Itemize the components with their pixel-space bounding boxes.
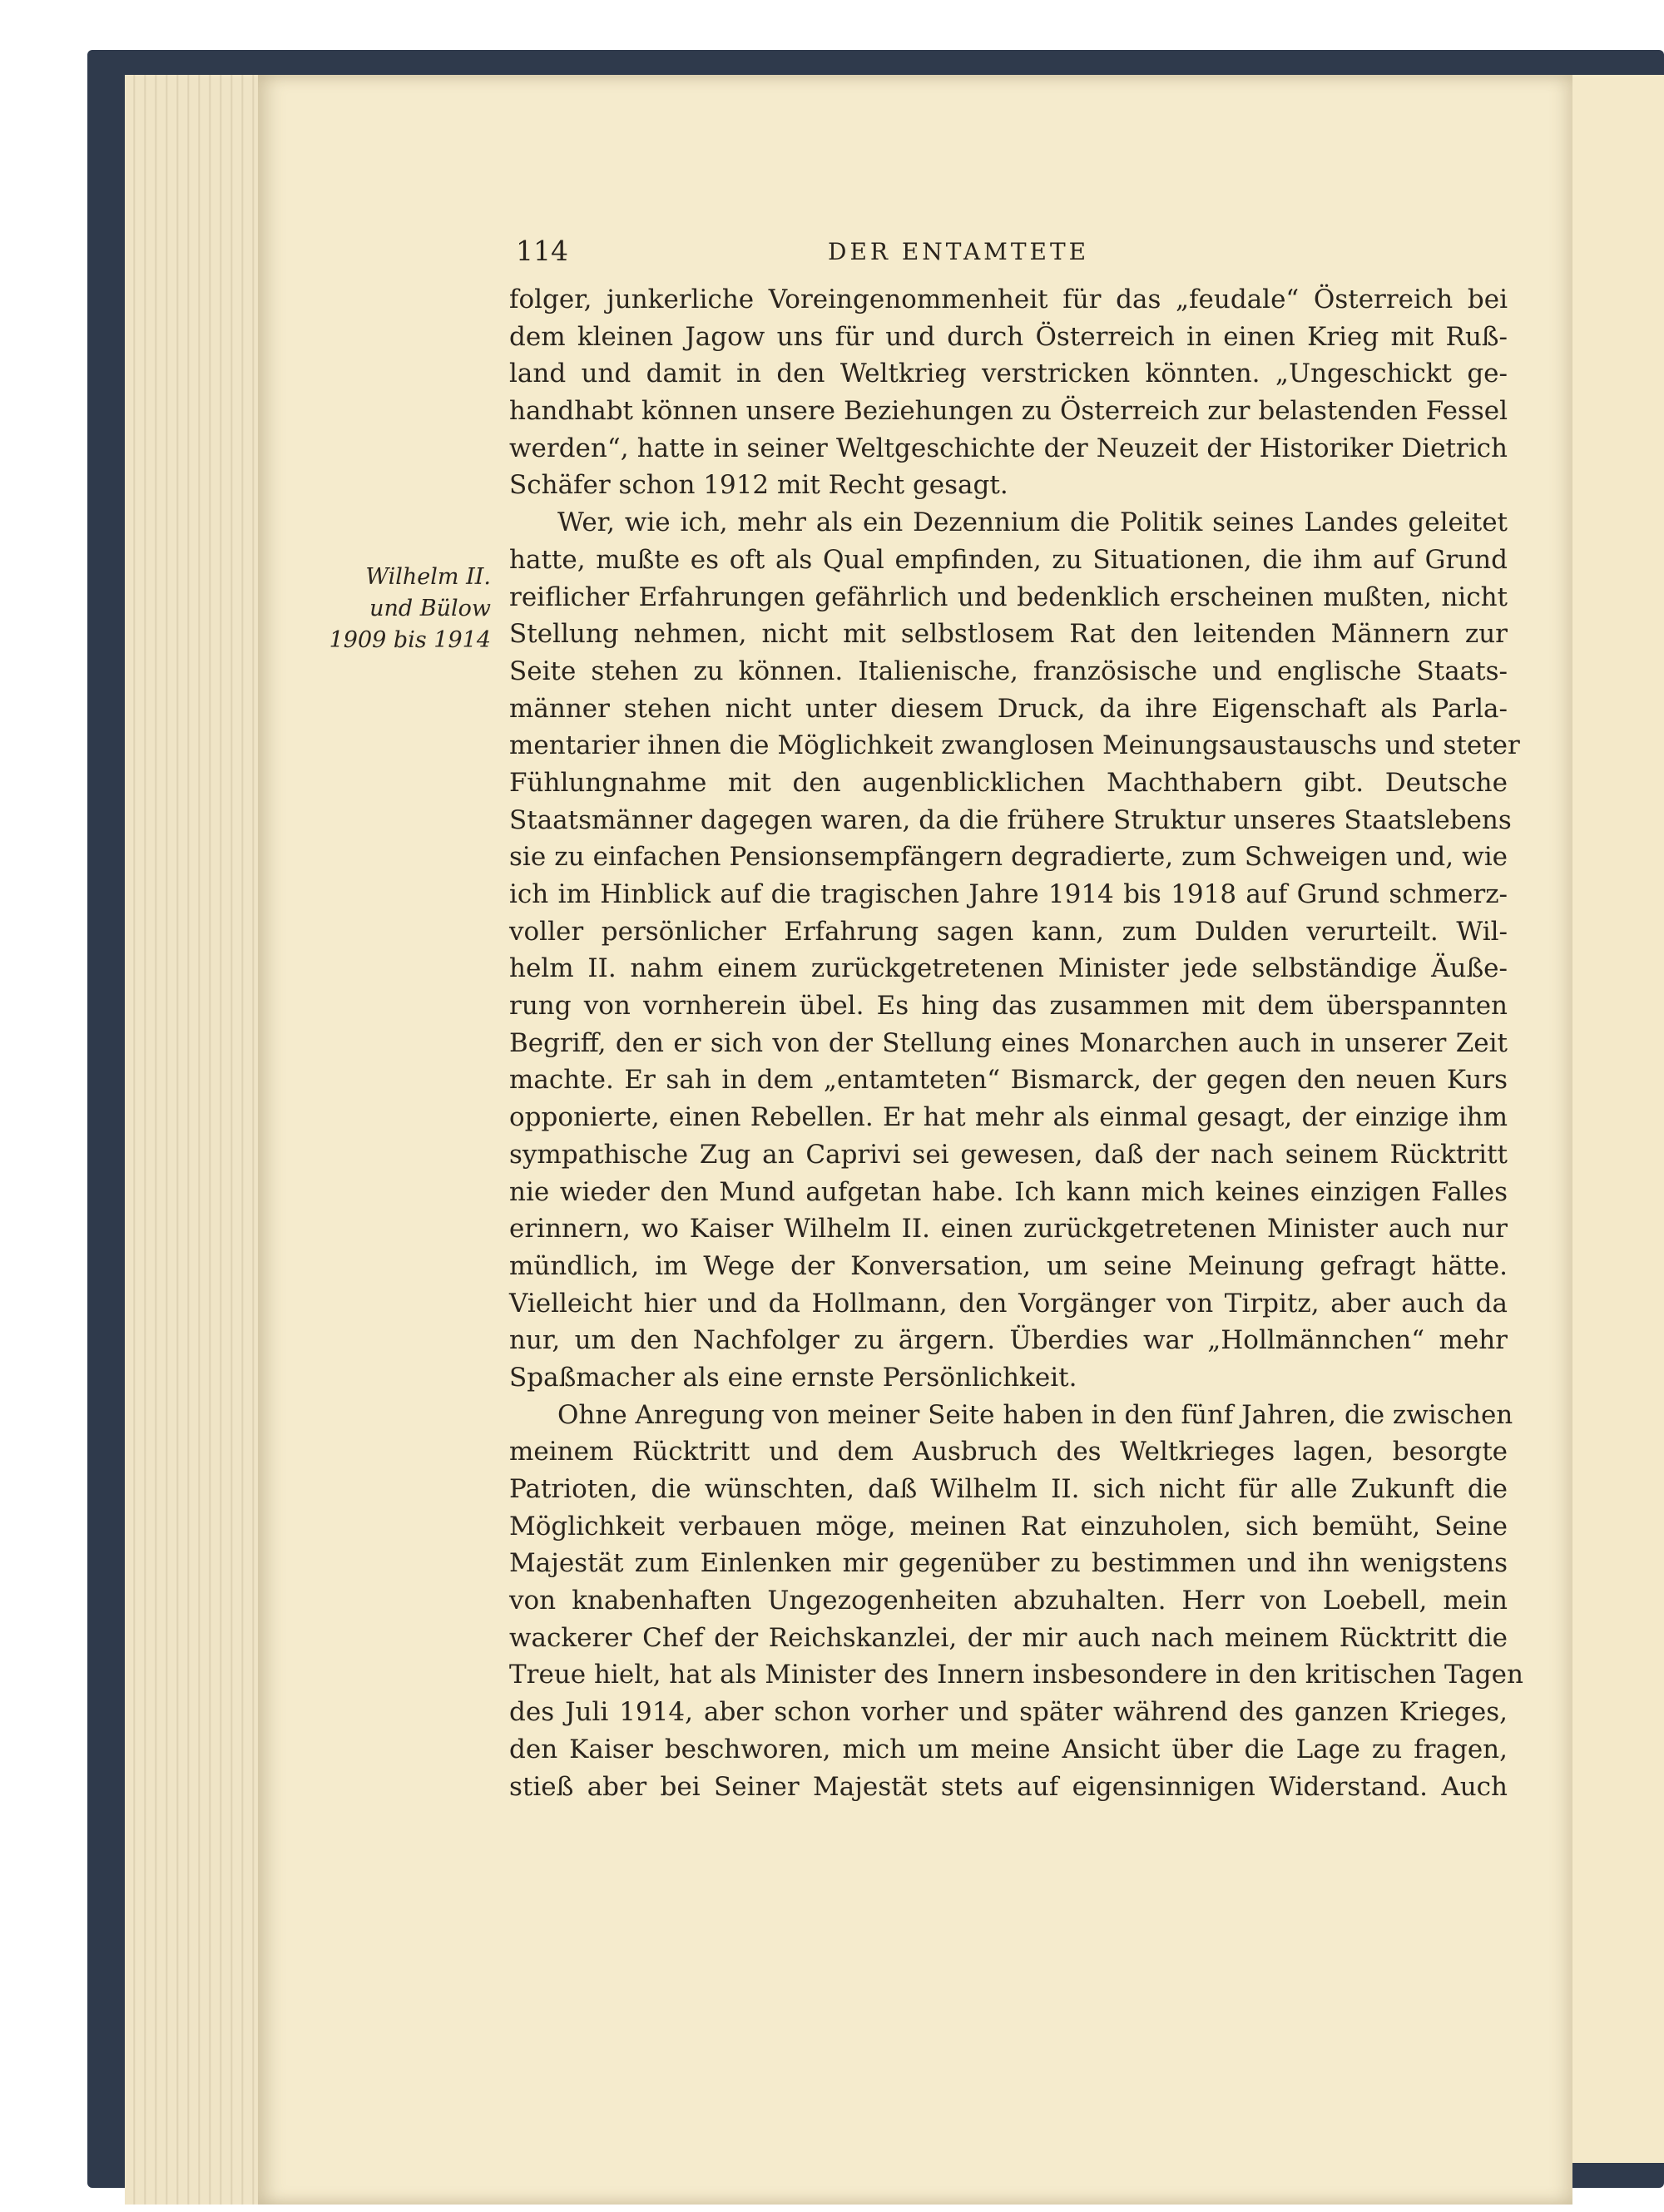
text-line: Fühlungnahme mit den augenblicklichen Machthabern gibt. Deutsche — [509, 767, 1508, 798]
body-text — [509, 281, 1523, 1805]
text-line: machte. Er sah in dem „entamteten“ Bismarck, der gegen den neuen Kurs — [509, 1065, 1508, 1096]
margin-note-line: Wilhelm II. — [365, 564, 491, 590]
text-line: Schäfer schon 1912 mit Recht gesagt. — [509, 470, 1008, 501]
text-line: hatte, mußte es oft als Qual empfinden, zu Situationen, die ihm auf Grund — [509, 544, 1508, 575]
text-line: Stellung nehmen, nicht mit selbstlosem Rat den leitenden Männern zur — [509, 619, 1508, 650]
text-line: Treue hielt, hat als Minister des Innern insbesondere in den kritischen Tagen — [509, 1660, 1523, 1690]
text-line: handhabt können unsere Beziehungen zu Österreich zur belastenden Fessel — [509, 396, 1508, 427]
text-line: Wer, wie ich, mehr als ein Dezennium die Politik seines Landes geleitet — [557, 507, 1508, 538]
text-line: Majestät zum Einlenken mir gegenüber zu bestimmen und ihn wenigstens — [509, 1548, 1508, 1579]
facing-page-edge — [1572, 75, 1664, 2163]
text-line: opponierte, einen Rebellen. Er hat mehr als einmal gesagt, der einzige ihm — [509, 1102, 1508, 1133]
text-line: werden“, hatte in seiner Weltgeschichte der Neuzeit der Historiker Dietrich — [509, 433, 1508, 463]
text-line: sie zu einfachen Pensionsempfängern degradierte, zum Schweigen und, wie — [509, 842, 1508, 873]
text-line: den Kaiser beschworen, mich um meine Ansicht über die Lage zu fragen, — [509, 1734, 1508, 1764]
text-line: von knabenhaften Ungezogenheiten abzuhalten. Herr von Loebell, mein — [509, 1586, 1508, 1616]
margin-note-line: und Bülow — [369, 596, 491, 621]
text-line: stieß aber bei Seiner Majestät stets auf eigensinnigen Widerstand. Auch — [509, 1771, 1508, 1802]
margin-note — [320, 562, 491, 656]
text-line: mündlich, im Wege der Konversation, um seine Meinung gefragt hätte. — [509, 1250, 1508, 1281]
text-line: des Juli 1914, aber schon vorher und später während des ganzen Krieges, — [509, 1697, 1508, 1728]
page-header — [516, 235, 1506, 276]
margin-note-line: 1909 bis 1914 — [329, 627, 491, 653]
text-line: Möglichkeit verbauen möge, meinen Rat einzuholen, sich bemüht, Seine — [509, 1511, 1508, 1541]
text-line: rung von vornherein übel. Es hing das zusammen mit dem überspannten — [509, 991, 1508, 1022]
text-line: Seite stehen zu können. Italienische, französische und englische Staats- — [509, 656, 1508, 686]
text-line: Patrioten, die wünschten, daß Wilhelm II. sich nicht für alle Zukunft die — [509, 1474, 1508, 1504]
text-line: reiflicher Erfahrungen gefährlich und bedenklich erscheinen mußten, nicht — [509, 581, 1508, 612]
text-line: nie wieder den Mund aufgetan habe. Ich kann mich keines einzigen Falles — [509, 1176, 1508, 1207]
text-line: ich im Hinblick auf die tragischen Jahre 1914 bis 1918 auf Grund schmerz- — [509, 879, 1508, 909]
text-line: sympathische Zug an Caprivi sei gewesen, daß der nach seinem Rücktritt — [509, 1139, 1508, 1170]
text-line: männer stehen nicht unter diesem Druck, da ihre Eigenschaft als Parla- — [509, 693, 1508, 724]
text-line: Ohne Anregung von meiner Seite haben in den fünf Jahren, die zwischen — [557, 1399, 1513, 1430]
text-line: erinnern, wo Kaiser Wilhelm II. einen zurückgetretenen Minister auch nur — [509, 1214, 1508, 1245]
text-line: Spaßmacher als eine ernste Persönlichkeit. — [509, 1362, 1077, 1393]
text-line: dem kleinen Jagow uns für und durch Österreich in einen Krieg mit Ruß- — [509, 321, 1508, 352]
text-line: mentarier ihnen die Möglichkeit zwanglosen Meinungsaustauschs und steter — [509, 730, 1520, 761]
text-line: folger, junkerliche Voreingenommenheit für das „feudale“ Österreich bei — [509, 285, 1508, 314]
text-line: land und damit in den Weltkrieg verstricken könnten. „Ungeschickt ge- — [509, 359, 1508, 389]
running-head: DER ENTAMTETE — [828, 238, 1090, 265]
text-line: Vielleicht hier und da Hollmann, den Vorgänger von Tirpitz, aber auch da — [509, 1288, 1508, 1319]
text-line: wackerer Chef der Reichskanzlei, der mir auch nach meinem Rücktritt die — [509, 1622, 1508, 1653]
text-line: voller persönlicher Erfahrung sagen kann, zum Dulden verurteilt. Wil- — [509, 916, 1508, 947]
text-line: nur, um den Nachfolger zu ärgern. Überdies war „Hollmännchen“ mehr — [509, 1325, 1508, 1356]
text-line: helm II. nahm einem zurückgetretenen Minister jede selbständige Äuße- — [509, 953, 1508, 984]
page-number: 114 — [516, 235, 568, 267]
text-line: Begriff, den er sich von der Stellung eines Monarchen auch in unserer Zeit — [509, 1027, 1508, 1058]
text-line: meinem Rücktritt und dem Ausbruch des Weltkrieges lagen, besorgte — [509, 1437, 1508, 1467]
text-line: Staatsmänner dagegen waren, da die frühere Struktur unseres Staatslebens — [509, 804, 1512, 835]
